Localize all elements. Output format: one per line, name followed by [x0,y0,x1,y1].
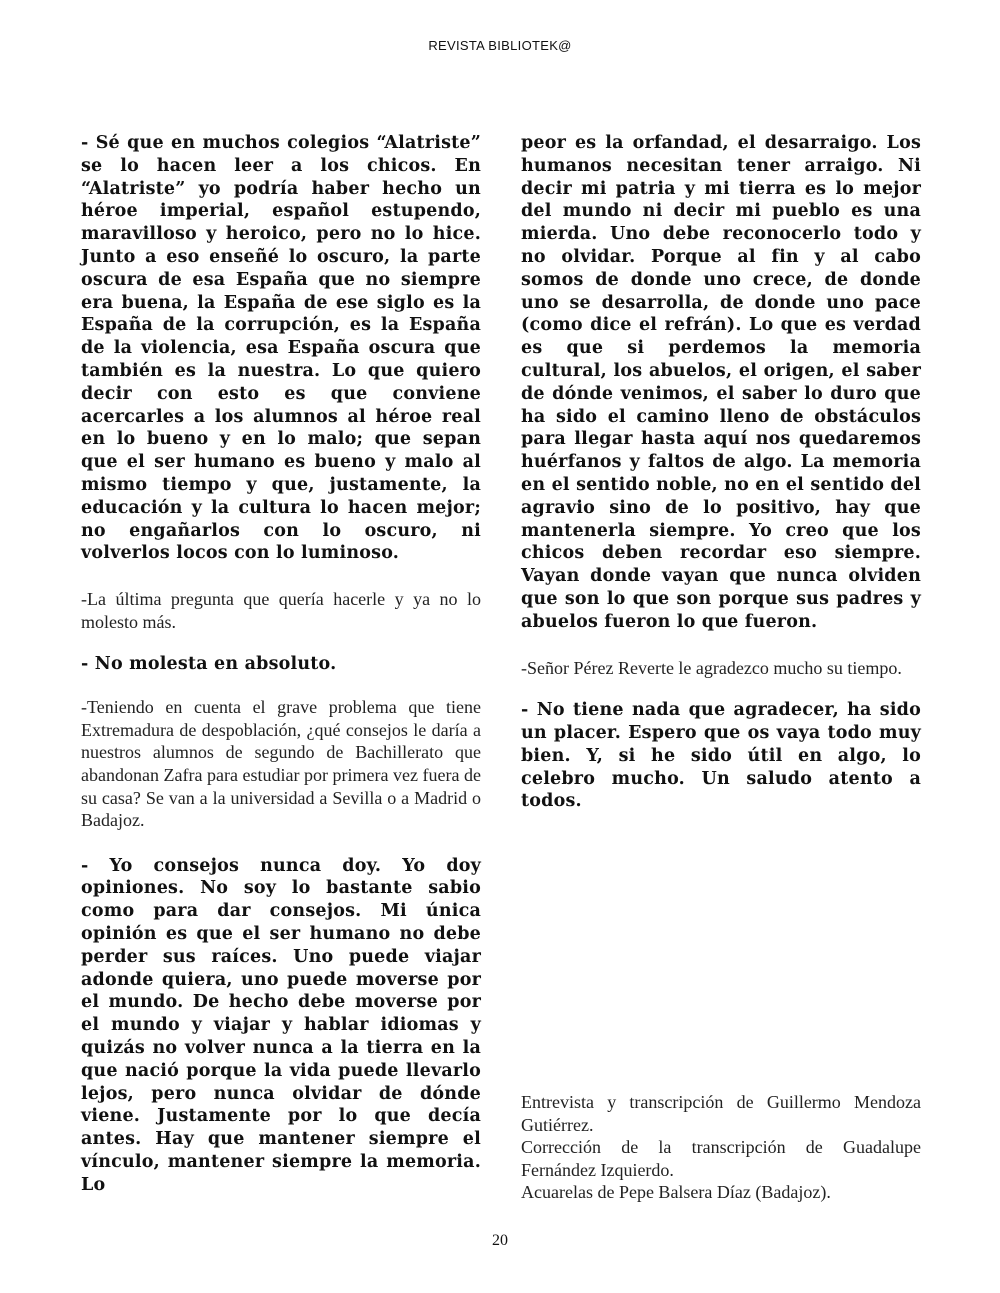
question-paragraph: -La última pregunta que quería hacerle y ya no lo molesto más. [81,589,481,632]
answer-paragraph: peor es la orfandad, el desarraigo. Los humanos necesitan tener arraigo. Ni decir mi patria y mi tierra es lo mejor del mundo ni decir mi pueblo es una mierda. Uno debe reconocerlo todo y no olvidar. Porque al fin y al cabo somos de donde uno crece, de donde uno se desarrolla, de donde uno pace (como dice el refrán). Lo que es verdad es que si perdemos la memoria cultural, los abuelos, el origen, el saber de dónde venimos, el saber lo duro que ha sido el camino lleno de obstáculos para llegar hasta aquí nos quedaremos huérfanos y faltos de algo. La memoria en el sentido noble, no en el sentido del agravio sino de lo positivo, hay que mantenerla siempre. Yo creo que los chicos deben recordar eso siempre. Vayan donde vayan que nunca olviden que son lo que son porque sus padres y abuelos fueron lo que fueron. [521,133,921,632]
answer-paragraph: - Sé que en muchos colegios “Alatriste” se lo hacen leer a los chicos. En “Alatriste” yo podría haber hecho un héroe imperial, español estupendo, maravilloso y heroico, pero no lo hice. Junto a eso enseñé lo oscuro, la parte oscura de esa España que no siempre era buena, la España de ese siglo es la España de la corrupción, es la España de la violencia, esa España oscura que también es la nuestra. Lo que quiero decir con esto es que conviene acercarles a los alumnos al héroe real en lo bueno y en lo malo; que sepan que el ser humano es bueno y malo al mismo tiempo y que, justamente, la educación y la cultura lo hacen mejor; no engañarlos con lo oscuro, ni volverlos locos con lo luminoso. [81,133,481,564]
question-paragraph: -Señor Pérez Reverte le agradezco mucho su tiempo. [521,657,902,678]
answer-paragraph: - No tiene nada que agradecer, ha sido un placer. Espero que os vaya todo muy bien. Y, si he sido útil en algo, lo celebro mucho. Un saludo atento a todos. [521,700,921,812]
right-column [521,132,921,813]
question-paragraph: -Teniendo en cuenta el grave problema que tiene Extremadura de despoblación, ¿qué consejos le daría a nuestros alumnos de segundo de Bachillerato que abandonan Zafra para estudiar por primera vez fuera de su casa? Se van a la universidad a Sevilla o a Madrid o Badajoz. [81,697,481,831]
page-header: REVISTA BIBLIOTEK@ [428,38,572,53]
credit-line: Entrevista y transcripción de Guillermo Mendoza Gutiérrez. [521,1092,921,1135]
left-column [81,132,481,1197]
page-number: 20 [492,1232,508,1249]
answer-paragraph: - Yo consejos nunca doy. Yo doy opiniones. No soy lo bastante sabio como para dar consejos. Mi única opinión es que el ser humano no debe perder sus raíces. Uno puede viajar adonde quiera, uno puede moverse por el mundo. De hecho debe moverse por el mundo y viajar y hablar idiomas y quizás no volver nunca a la tierra en la que nació porque la vida puede llevarlo lejos, pero nunca olvidar de dónde viene. Justamente por lo que decía antes. Hay que mantener siempre el vínculo, mantener siempre la memoria. Lo [81,855,481,1195]
credit-line: Acuarelas de Pepe Balsera Díaz (Badajoz). [521,1182,831,1202]
credit-line: Corrección de la transcripción de Guadalupe Fernández Izquierdo. [521,1137,921,1180]
credits-block [521,1091,921,1204]
answer-paragraph: - No molesta en absoluto. [81,654,337,675]
